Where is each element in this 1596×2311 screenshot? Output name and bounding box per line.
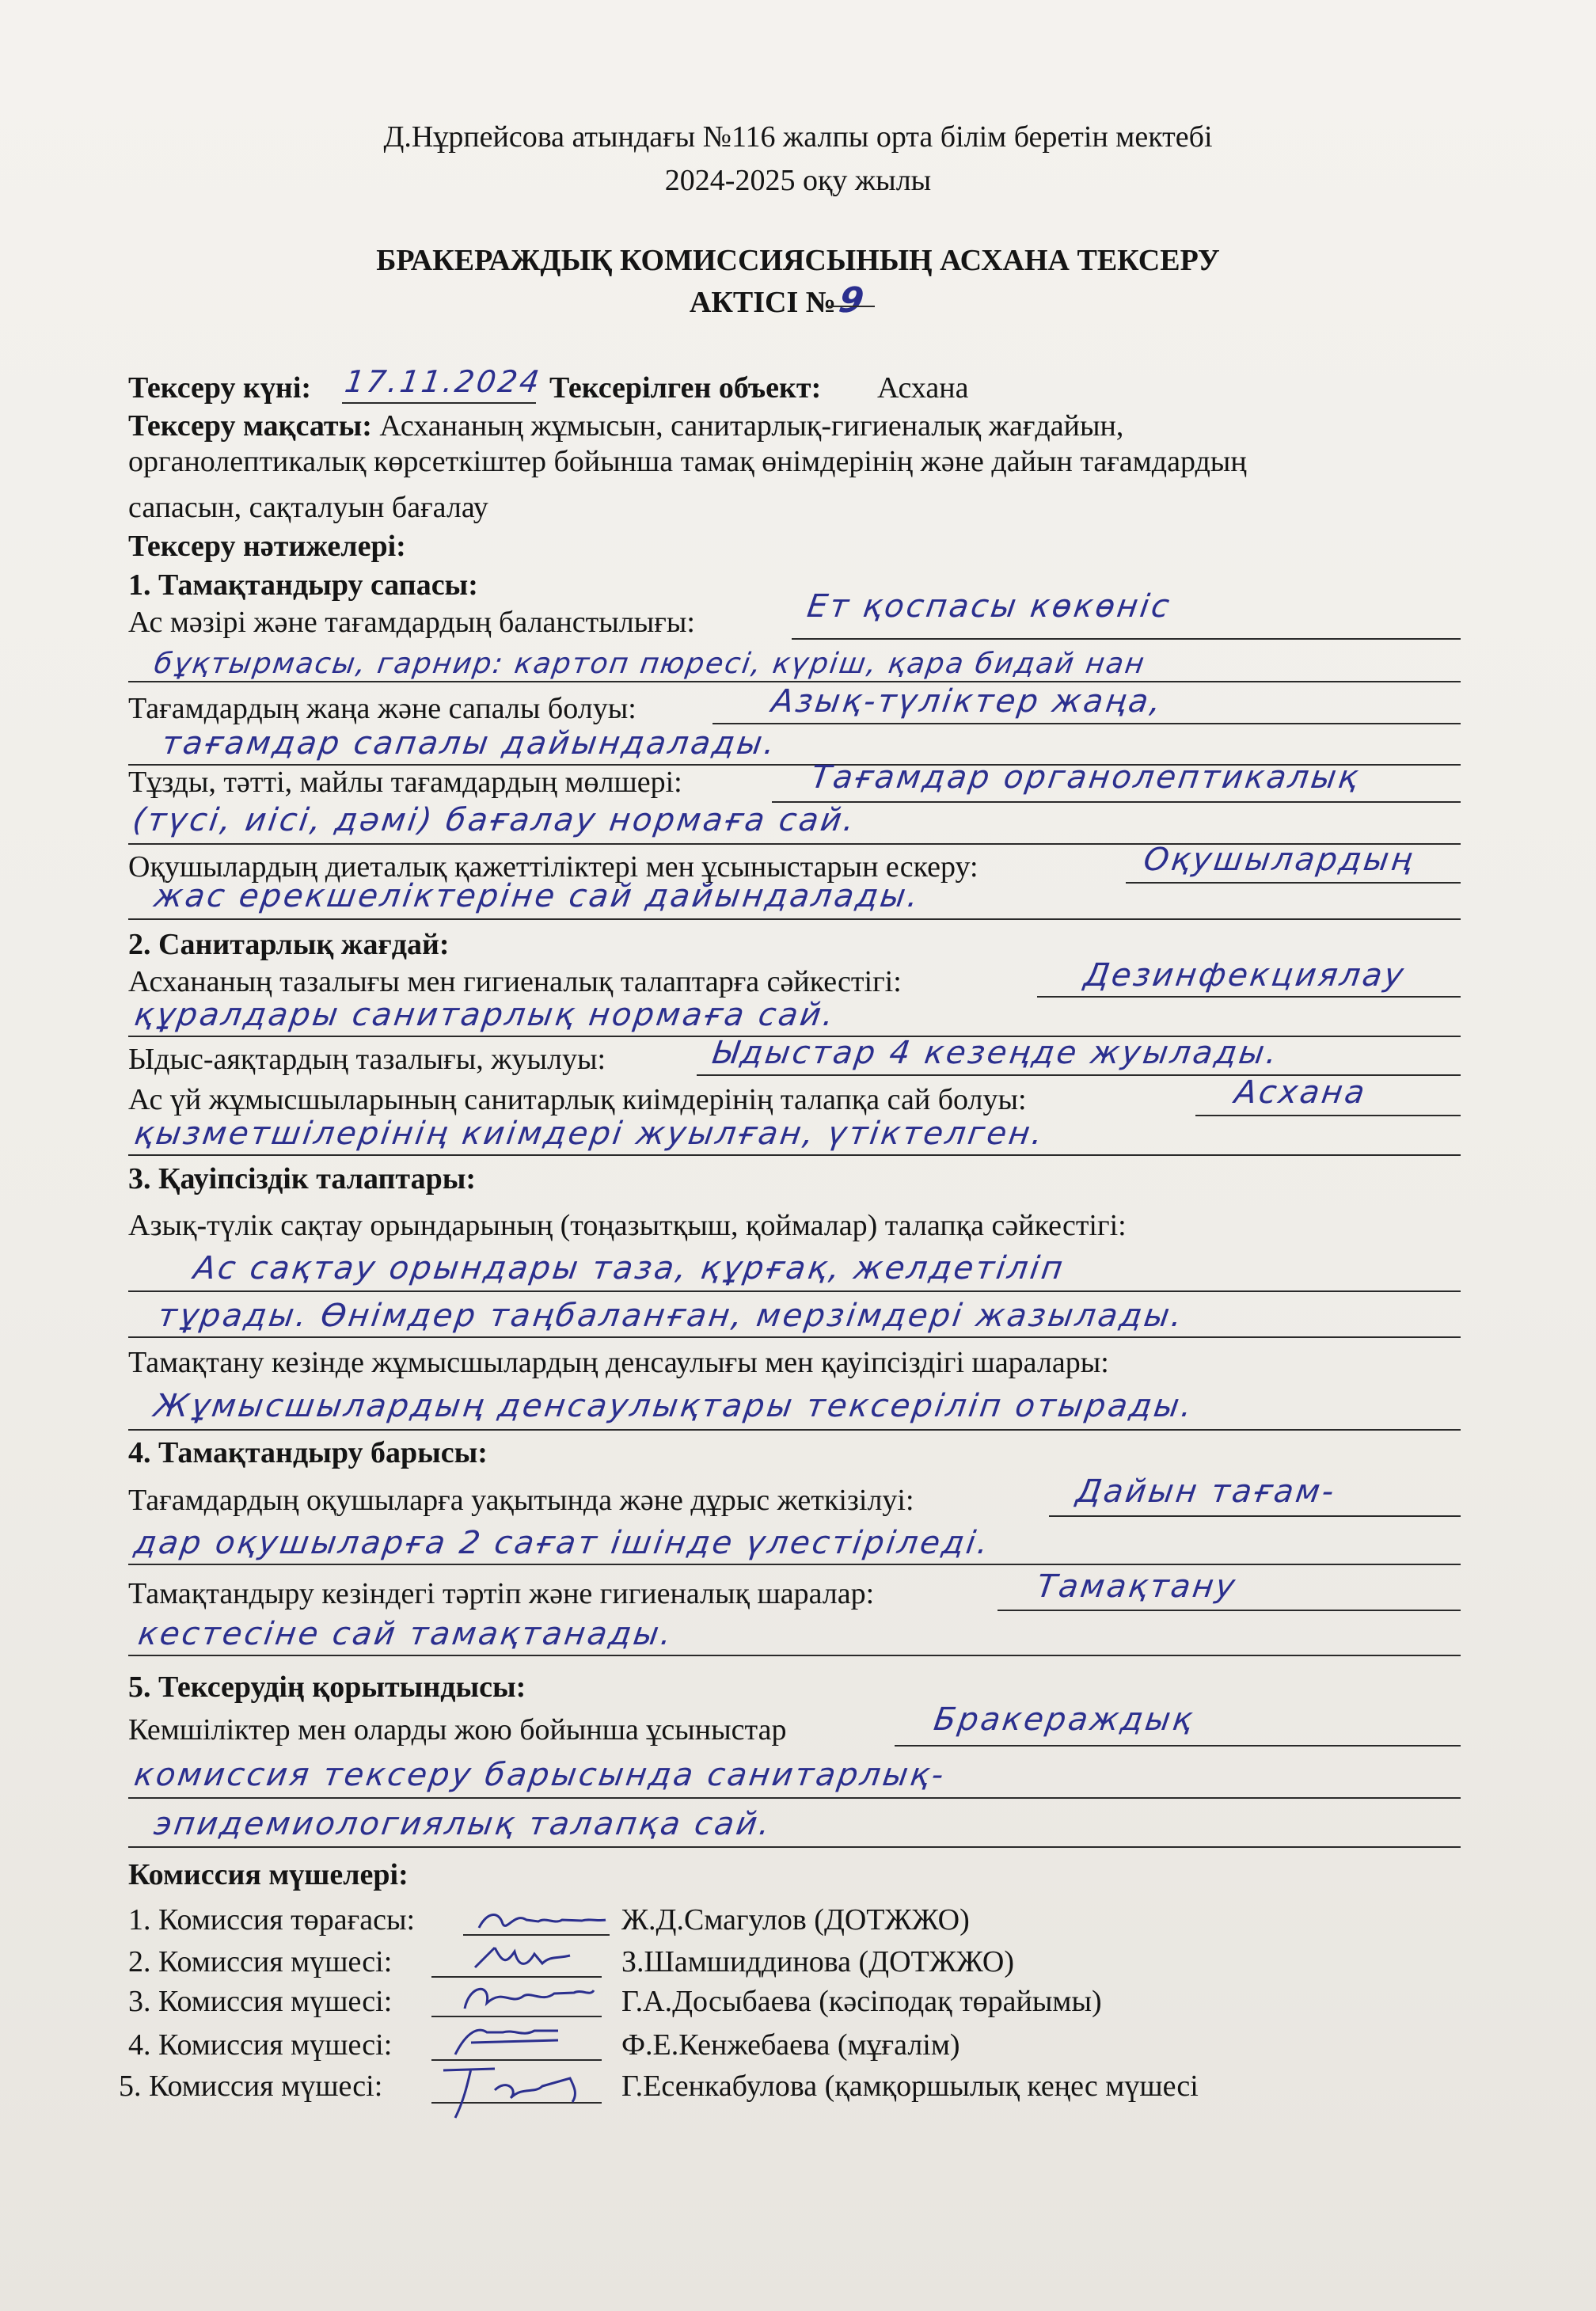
signature-5 — [431, 2054, 590, 2126]
s4-a1-line2: дар оқушыларға 2 сағат ішінде үлестіріледі. — [131, 1525, 993, 1561]
commission-heading: Комиссия мүшелері: — [128, 1858, 408, 1891]
signature-2 — [463, 1932, 582, 1979]
s3-q2: Тамақтану кезінде жұмысшылардың денсаулығы мен қауіпсіздігі шаралары: — [128, 1346, 1109, 1379]
purpose-line1 — [128, 408, 1123, 444]
member-3-role: 3. Комиссия мүшесі: — [128, 1985, 393, 2018]
s4-a2-line1: Тамақтану — [1034, 1568, 1240, 1605]
s2-q1: Асхананың тазалығы мен гигиеналық талаптарға сәйкестігі: — [128, 965, 902, 998]
member-5-name: Г.Есенкабулова (қамқоршылық кеңес мүшесі — [621, 2070, 1199, 2103]
object-label: Тексерілген объект: — [549, 371, 822, 405]
member-4-name: Ф.Е.Кенжебаева (мұғалім) — [621, 2028, 960, 2062]
purpose-line3: сапасын, сақталуын бағалау — [128, 491, 488, 524]
purpose-text1: Асхананың жұмысын, санитарлық-гигиеналық жағдайын, — [379, 409, 1124, 443]
date-underline — [342, 402, 536, 404]
section3-heading: 3. Қауіпсіздік талаптары: — [128, 1162, 477, 1195]
results-label: Тексеру нәтижелері: — [128, 530, 406, 563]
s5-a1-line3: эпидемиологиялық талапқа сай. — [151, 1806, 775, 1842]
s1-a4-line2: жас ерекшеліктеріне сай дайындалады. — [151, 878, 923, 914]
s1-q1: Ас мәзірі және тағамдардың баланстылығы: — [128, 606, 695, 639]
school-name: Д.Нұрпейсова атындағы №116 жалпы орта білім беретін мектебі — [383, 120, 1213, 154]
member-1-name: Ж.Д.Смагулов (ДОТЖЖО) — [621, 1903, 970, 1937]
act-number: 9 — [836, 280, 869, 321]
s1-a2-line1: Азық-түліктер жаңа, — [769, 683, 1166, 720]
member-4-role: 4. Комиссия мүшесі: — [128, 2028, 393, 2062]
s1-q3: Тұзды, тәтті, майлы тағамдардың мөлшері: — [128, 766, 682, 799]
s2-a3-line2: қызметшілерінің киімдері жуылған, үтіктелген. — [131, 1116, 1047, 1152]
s4-q1: Тағамдардың оқушыларға уақытында және дұрыс жеткізілуі: — [128, 1484, 914, 1517]
s3-a1-line1: Ас сақтау орындары таза, құрғақ, желдетіліп — [191, 1250, 1067, 1287]
purpose-label: Тексеру мақсаты: — [128, 409, 372, 443]
section4-heading: 4. Тамақтандыру барысы: — [128, 1436, 488, 1469]
academic-year: 2024-2025 оқу жылы — [664, 164, 932, 197]
section2-heading: 2. Санитарлық жағдай: — [128, 928, 450, 961]
s1-a3-line1: Тағамдар органолептикалық — [808, 759, 1363, 796]
s3-a2-line1: Жұмысшылардың денсаулықтары тексеріліп отырады. — [151, 1388, 1197, 1424]
s4-a2-line2: кестесіне сай тамақтанады. — [135, 1616, 676, 1652]
s2-a1-line1: Дезинфекциялау — [1081, 957, 1408, 994]
date-value: 17.11.2024 — [342, 364, 544, 399]
s3-q1: Азық-түлік сақтау орындарының (тоңазытқыш, қоймалар) талапқа сәйкестігі: — [128, 1209, 1127, 1242]
s1-a3-line2: (түсі, иісі, дәмі) бағалау нормаға сай. — [130, 802, 859, 838]
act-title-prefix: АКТІСІ № — [689, 286, 836, 319]
object-value: Асхана — [877, 371, 969, 405]
purpose-line2: органолептикалық көрсеткіштер бойынша тамақ өнімдерінің және дайын тағамдардың — [128, 445, 1247, 478]
s2-q3: Ас үй жұмысшыларының санитарлық киімдерінің талапқа сай болуы: — [128, 1083, 1027, 1116]
s1-a4-line1: Оқушылардың — [1141, 842, 1417, 878]
s2-a1-line2: құралдары санитарлық нормаға сай. — [131, 997, 838, 1033]
s2-a2-line1: Ыдыстар 4 кезеңде жуылады. — [709, 1035, 1282, 1071]
member-3-name: Г.А.Досыбаева (кәсіподақ төрайымы) — [621, 1985, 1102, 2018]
member-5-role: 5. Комиссия мүшесі: — [119, 2070, 383, 2103]
s4-a1-line1: Дайын тағам- — [1074, 1473, 1339, 1510]
s1-a1-line1: Ет қоспасы көкөніс — [804, 588, 1174, 625]
s1-a2-line2: тағамдар сапалы дайындалады. — [159, 725, 780, 762]
s5-a1-line2: комиссия тексеру барысында санитарлық- — [131, 1757, 948, 1793]
s1-a1-line2: бұқтырмасы, гарнир: картоп пюресі, күріш, қара бидай нан — [152, 648, 1148, 680]
signature-3 — [455, 1973, 598, 2020]
s5-q1: Кемшіліктер мен оларды жою бойынша ұсыныстар — [128, 1713, 787, 1747]
s4-q2: Тамақтандыру кезіндегі тәртіп және гигиеналық шаралар: — [128, 1577, 875, 1610]
act-title-line1: БРАКЕРАЖДЫҚ КОМИССИЯСЫНЫҢ АСХАНА ТЕКСЕРУ — [376, 244, 1220, 277]
act-title-line2 — [0, 282, 1580, 321]
section1-heading: 1. Тамақтандыру сапасы: — [128, 568, 478, 602]
s2-a3-line1: Асхана — [1232, 1074, 1370, 1111]
section5-heading: 5. Тексерудің қорытындысы: — [128, 1671, 526, 1704]
member-2-name: З.Шамшиддинова (ДОТЖЖО) — [621, 1945, 1015, 1978]
s3-a1-line2: тұрады. Өнімдер таңбаланған, мерзімдері жазылады. — [155, 1298, 1187, 1334]
member-2-role: 2. Комиссия мүшесі: — [128, 1945, 393, 1978]
s2-q2: Ыдыс-аяқтардың тазалығы, жуылуы: — [128, 1043, 606, 1076]
s1-q4: Оқушылардың диеталық қажеттіліктері мен ұсыныстарын ескеру: — [128, 850, 978, 884]
s5-a1-line1: Бракераждық — [931, 1701, 1197, 1738]
s1-q2: Тағамдардың жаңа және сапалы болуы: — [128, 692, 636, 725]
date-label: Тексеру күні: — [128, 371, 312, 405]
member-1-role: 1. Комиссия төрағасы: — [128, 1903, 416, 1937]
